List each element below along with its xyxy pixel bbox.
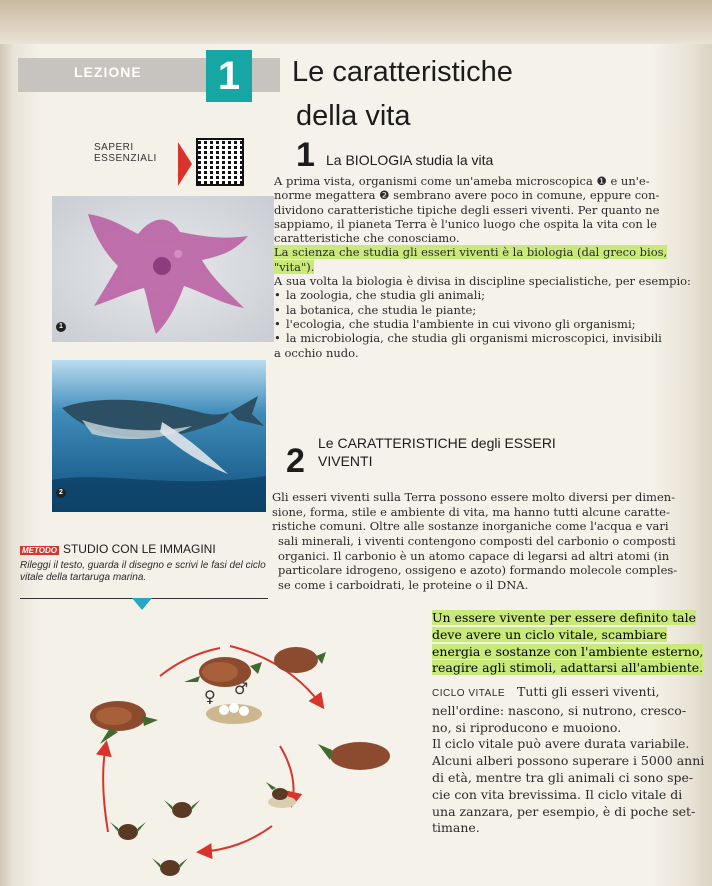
list-item: • la botanica, che studia le piante;: [274, 303, 704, 317]
section1-text: [274, 174, 704, 360]
section1-highlight: La scienza che studia gli esseri viventi è la biologia (dal greco bios, "vita").: [274, 245, 668, 274]
ciclo-vitale-label: CICLO VITALE: [432, 688, 506, 699]
triangle-down-icon: [132, 598, 152, 610]
section1-para2: A sua volta la biologia è divisa in discipline specialistiche, per esempio:: [274, 274, 691, 289]
definition-highlight: Un essere vivente per essere definito tale deve avere un ciclo vitale, scambiare energia e sostanze con l'ambiente esterno, reagire agli stimoli, adattarsi all'ambiente.: [432, 610, 704, 676]
metodo-heading: STUDIO CON LE IMMAGINI: [62, 542, 216, 556]
metodo-box: [20, 538, 268, 584]
section1-heading: La BIOLOGIA studia la vita: [326, 152, 494, 168]
list-item: • l'ecologia, che studia l'ambiente in cui vivono gli organismi;: [274, 317, 704, 331]
disciplines-list: [274, 288, 704, 345]
page-top-shadow: [0, 0, 712, 44]
section1-para1: A prima vista, organismi come un'ameba microscopica ❶ e un'e- norme megattera ❷ sembrano avere poco in comune, eppure con- dividono caratteristiche tipiche degli esseri viventi. Per quanto ne sappiamo, il pianeta Terra è l'unico luogo che ospita la vita con le caratteristiche che conosciamo.: [274, 174, 660, 246]
turtle-life-cycle-drawing: [60, 636, 400, 886]
saperi-essenziali-label: SAPERI ESSENZIALI: [94, 142, 157, 164]
female-symbol-icon: ♀: [204, 687, 216, 706]
lesson-title-line1: Le caratteristiche: [292, 56, 513, 88]
figure-badge-2: 2: [56, 488, 66, 498]
qr-code-icon[interactable]: [196, 138, 244, 186]
red-arrow-icon: [178, 142, 192, 186]
ameba-photo: [52, 196, 274, 342]
section2-heading: Le CARATTERISTICHE degli ESSERI VIVENTI: [318, 435, 556, 469]
section1-number: 1: [296, 136, 315, 174]
list-item: • la microbiologia, che studia gli organismi microscopici, invisibili: [274, 331, 704, 345]
metodo-tag: METODO: [22, 546, 57, 555]
section2-para-short: Gli esseri viventi sulla Terra possono essere molto diversi per dimen- sione, forma, stile e ambiente di vita, ma hanno tutti alcune caratte- ristiche comuni. Oltre alle sostanze inorganiche come l'acqua e vari: [272, 490, 676, 534]
ciclo-vitale-text: CICLO VITALE Tutti gli esseri viventi, nell'ordine: nascono, si nutrono, cresco- no, si riproducono e muoiono. Il ciclo vitale può avere durata variabile. Alcuni alberi possono superare i 5000 anni di età, mentre tra gli animali ci sono spe- cie con vita brevissima. Il ciclo vitale di una zanzara, per esempio, è di poche set- timane.: [432, 684, 705, 836]
list-tail: a occhio nudo.: [274, 345, 359, 360]
lezione-number: 1: [206, 50, 252, 102]
whale-photo: [52, 360, 266, 512]
lesson-title-line2: della vita: [296, 100, 411, 132]
section2-number: 2: [286, 442, 305, 480]
list-item: • la zoologia, che studia gli animali;: [274, 288, 704, 302]
section2-para-long: sali minerali, i viventi contengono composti del carbonio o composti organici. Il carbonio è un atomo capace di legarsi ad altri atomi (in particolare idrogeno, ossigeno e azoto) formando molecole comples- se come i carboidrati, le proteine o il DNA.: [278, 534, 678, 592]
metodo-text: Rileggi il testo, guarda il disegno e scrivi le fasi del ciclo vitale della tartaruga marina.: [20, 560, 266, 583]
lezione-label: LEZIONE: [74, 64, 142, 80]
male-symbol-icon: ♂: [234, 679, 249, 698]
figure-badge-1: 1: [56, 322, 66, 332]
